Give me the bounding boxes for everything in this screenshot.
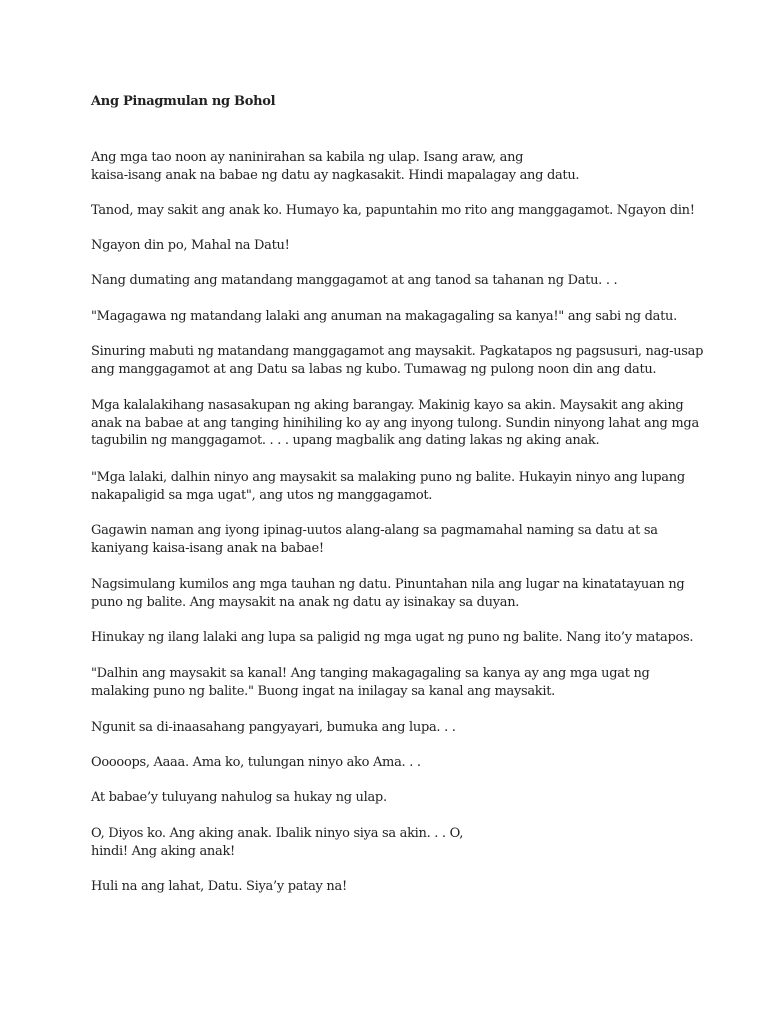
paragraph xyxy=(91,878,347,896)
paragraph-line: Ang mga tao noon ay naninirahan sa kabila ng ulap. Isang araw, ang xyxy=(91,150,524,165)
paragraph-line: "Mga lalaki, dalhin ninyo ang maysakit sa malaking puno ng balite. Hukayin ninyo ang lupang xyxy=(91,470,685,485)
paragraph-line: Gagawin naman ang iyong ipinag-uutos alang-alang sa pagmamahal naming sa datu at sa xyxy=(91,523,658,538)
paragraph xyxy=(91,754,421,772)
paragraph xyxy=(91,665,650,700)
paragraph-line: kaniyang kaisa-isang anak na babae! xyxy=(91,540,324,556)
paragraph-line: Tanod, may sakit ang anak ko. Humayo ka, papuntahin mo rito ang manggagamot. Ngayon din! xyxy=(91,203,695,218)
paragraph xyxy=(91,576,684,611)
paragraph-line: kaisa-isang anak na babae ng datu ay nagkasakit. Hindi mapalagay ang datu. xyxy=(91,167,580,183)
paragraph xyxy=(91,397,699,450)
paragraph-line: Hinukay ng ilang lalaki ang lupa sa paligid ng mga ugat ng puno ng balite. Nang ito’y matapos. xyxy=(91,630,694,645)
paragraph-line: puno ng balite. Ang maysakit na anak ng datu ay isinakay sa duyan. xyxy=(91,594,520,610)
paragraph xyxy=(91,629,693,647)
paragraph-line: At babae’y tuluyang nahulog sa hukay ng ulap. xyxy=(91,790,387,805)
paragraph-line: Ngunit sa di-inaasahang pangyayari, bumuka ang lupa. . . xyxy=(91,720,456,735)
paragraph xyxy=(91,237,290,255)
paragraph xyxy=(91,789,387,807)
paragraph xyxy=(91,719,456,737)
paragraph-line: Mga kalalakihang nasasakupan ng aking barangay. Makinig kayo sa akin. Maysakit ang aking xyxy=(91,398,684,413)
paragraph-line: Ngayon din po, Mahal na Datu! xyxy=(91,238,290,253)
paragraph-line: Nang dumating ang matandang manggagamot at ang tanod sa tahanan ng Datu. . . xyxy=(91,273,618,288)
paragraph-line: ang manggagamot at ang Datu sa labas ng kubo. Tumawag ng pulong noon din ang datu. xyxy=(91,361,657,377)
paragraph-line: "Dalhin ang maysakit sa kanal! Ang tanging makagagaling sa kanya ay ang mga ugat ng xyxy=(91,666,650,681)
paragraph-line: Sinuring mabuti ng matandang manggagamot ang maysakit. Pagkatapos ng pagsusuri, nag-usap xyxy=(91,344,704,359)
paragraph-line: "Magagawa ng matandang lalaki ang anuman na makagagaling sa kanya!" ang sabi ng datu. xyxy=(91,309,677,324)
paragraph-line: Huli na ang lahat, Datu. Siya’y patay na! xyxy=(91,879,347,894)
paragraph xyxy=(91,522,658,557)
paragraph-line: O, Diyos ko. Ang aking anak. Ibalik ninyo siya sa akin. . . O, xyxy=(91,826,464,841)
paragraph-line: hindi! Ang aking anak! xyxy=(91,843,235,859)
paragraph xyxy=(91,149,579,184)
paragraph-line: Nagsimulang kumilos ang mga tauhan ng datu. Pinuntahan nila ang lugar na kinatatayuan ng xyxy=(91,577,685,592)
paragraph xyxy=(91,469,685,504)
paragraph-line: nakapaligid sa mga ugat", ang utos ng manggagamot. xyxy=(91,487,433,503)
paragraph-line: Ooooops, Aaaa. Ama ko, tulungan ninyo ako Ama. . . xyxy=(91,755,421,770)
paragraph xyxy=(91,343,703,378)
paragraph-line: anak na babae at ang tanging hinihiling ko ay ang inyong tulong. Sundin ninyong lahat ang mga xyxy=(91,415,699,431)
paragraph-line: tagubilin ng manggagamot. . . . upang magbalik ang dating lakas ng aking anak. xyxy=(91,433,600,448)
paragraph xyxy=(91,308,677,326)
paragraph-line: malaking puno ng balite." Buong ingat na inilagay sa kanal ang maysakit. xyxy=(91,683,555,699)
document-title: Ang Pinagmulan ng Bohol xyxy=(91,94,276,109)
paragraph xyxy=(91,272,617,290)
paragraph xyxy=(91,825,463,860)
paragraph xyxy=(91,202,695,220)
